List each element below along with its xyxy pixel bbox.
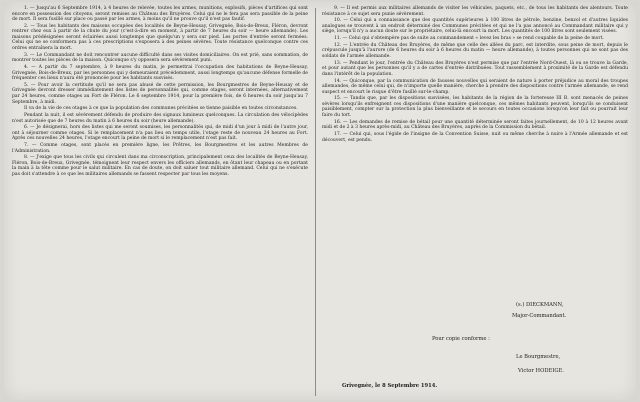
commander-signature: (s.) DIECKMANN, (516, 302, 564, 308)
place-date: Grivegnée, le 8 Septembre 1914. (342, 383, 438, 389)
article-9: 9. — Il est permis aux militaires allemands de visiter les véhicules, paquets, etc., de tous les habitants des alentours. Toute résistance à ce sujet sera punie sévèrement. (322, 6, 628, 17)
article-5-night-note: Pendant la nuit, il est sévèrement défendu de produire des signaux lumineux quelconques. La circulation des vélocipèdes n'est autorisée que de 7 heures du matin à 6 heures du soir (heure allemande). (12, 112, 308, 124)
right-column (322, 6, 628, 144)
article-2: 2. — Tous les habitants des maisons occupées des localités de Beyne-Heusay, Grivegnée, Bois-de-Breux, Fléron, devront rentrer chez eux à partir de la chute du jour (c'est-à-dire en moment, à partir de 7 heures du soir — heure allemande). Les maisons prédésignées seront éclairées aussi longtemps que quelqu'un y sera sur pied. Les portes d'entrée seront fermées. Celui qui ne se conformera pas à ces prescriptions s'exposera à des peines sévères. Toute résistance quelconque contre ces ordres entraînera la mort. (12, 23, 308, 52)
proclamation-sheet (4, 2, 636, 400)
article-4: 4. — A partir du 7 septembre, à 9 heures du matin, je permettrai l'occupation des habitations de Beyne-Heusay, Grivegnée, Bois-de-Breux, par les personnes qui y demeuraient précédemment, aussi longtemps qu'aucune défense formelle de fréquenter ces lieux n'aura été prononcée pour les habitants susvisés. (12, 65, 308, 82)
article-7: 7. — Comme otages, sont placés en première ligne, les Prêtres, les Bourgmestres et les autres Membres de l'Administration. (12, 143, 308, 154)
column-divider (315, 8, 316, 396)
article-1: 1. — Jusqu'au 6 Septembre 1914, à 4 heures de relevée, toutes les armes, munitions, explosifs, pièces d'artifices qui sont encore en possession des citoyens, seront remises au Château des Bruyères. Celui qui ne le fera pas sera passible de la peine de mort. Il sera fusillé sur place ou passé par les armes, à moins qu'il ne prouve qu'il n'est pas fautif. (12, 6, 308, 23)
article-15: 15. — Tandis que, par les dispositions susvisées, les habitants de la région de la forteresse III B. sont menacés de peines sévères lorsqu'ils enfreignent ces dispositions d'une manière quelconque, ces mêmes habitants peuvent, lorsqu'ils se conduisent paisiblement, compter sur la protection la plus bienveillante et le secours en toutes occasions lorsqu'on leur fait ou pourrait leur faire du tort. (322, 96, 628, 118)
article-5: 5. — Pour avoir la certitude qu'il ne sera pas abusé de cette permission, les Bourgmestres de Beyne-Heusay et de Grivegnée devront dresser immédiatement des listes de personnalités qui, comme otages, seront internées, alternativement par 24 heures, comme otages au Fort de Fléron. Le 6 septembre 1914, pour la première fois, de 6 heures du soir jusqu'au 7 Septembre, à midi. (12, 82, 308, 105)
mayor-name: Victor HODEIGE. (518, 368, 564, 374)
commander-title: Major-Commandant. (512, 313, 567, 319)
article-13: 13. — Pendant le jour, l'entrée du Château des Bruyères n'est permise que par l'entrée Nord-Ouest, là ou se trouve la Garde, et pour autant que les personnes qu'il y a de cartes d'entrée distribuées. Tout rassemblement à proximité de la Garde est défendu dans l'intérêt de la population. (322, 60, 628, 77)
article-14: 14. — Quiconque, par la communication de fausses nouvelles qui seraient de nature à porter préjudice au moral des troupes allemandes, de même celui qui, de n'importe quelle manière, cherche à prendre des dispositions contre l'armée allemande, se rend suspect et encourt le risque d'être fusillé sur-le-champ. (322, 78, 628, 95)
article-5-hostages-note: Il va de la vie de ces otages à ce que la population des communes précitées se tienne paisible en toutes circonstances. (24, 106, 298, 112)
article-6: 6. — Je désignerai, hors des listes qui me seront soumises, les personnalités qui, de midi d'un jour à midi de l'autre jour, ont à séjourner comme otages. Si le remplacement n'a pas lieu en temps utile, l'otage reste de nouveau 24 heures au Fort. Après ces nouvelles 24 heures, l'otage encourt la peine de mort si le remplacement n'est pas fait. (12, 125, 308, 142)
article-12: 12. — L'entrée du Château des Bruyères, de même que celle des allées du parc, est interdite, sous peine de mort, depuis le crépuscule jusqu'à l'aurore (de 6 heures du soir à 6 heures du matin — heure allemande), à toutes personnes qui ne sont pas des soldats de l'armée allemande. (322, 42, 628, 59)
left-column (12, 6, 308, 179)
article-3: 3. — Le Commandant ne doit rencontrer aucune difficulté dans ses visites domiciliaires. On est prié, sans sommation, de montrer toutes les pièces de la maison. Quiconque s'y opposera sera sévèrement puni. (12, 52, 308, 64)
article-17: 17. — Celui qui, sous l'égide de l'insigne de la Convention Suisse, nuit ou même cherche à nuire à l'Armée allemande et est découvert, est pendu. (322, 131, 628, 143)
copy-conformity-line: Pour copie conforme : (432, 336, 490, 342)
mayor-role: Le Bourgmestre, (516, 354, 561, 360)
article-8: 8. — J'exige que tous les civils qui circulent dans ma circonscription, principalement ceux des localités de Beyne-Heusay, Fléron, Bois-de-Breux, Grivegnée, témoignent leur respect envers les officiers allemands, en ôtant leur chapeau ou en portant la main à la tête comme pour le salut militaire. En cas de doute, on doit saluer tout militaire allemand. Celui qui ne s'exécute pas doit s'attendre à ce que les militaires allemands se fassent respecter par tous les moyens. (12, 155, 308, 177)
article-11: 11. — Celui qui s'obtempère pas de suite au commandement « levez les bras » se rend coupable de la peine de mort. (334, 36, 604, 42)
article-16: 16. — Les demandes de remise de bétail pour une quantité déterminée seront faites journellement, de 10 à 12 heures avant midi et de 2 à 3 heures après-midi, au Château des Bruyères, auprès de la Commission du bétail. (322, 119, 628, 131)
article-10: 10. — Celui qui a connaissance que des quantités supérieures à 100 litres de pétrole, benzine, benzol et d'autres liquides analogues se trouvent à un endroit déterminé des Communes précitées et qui ne l'a pas annoncé au Commandant militaire qui y siège, lorsqu'il n'y a aucun doute sur le propriétaire, celui-là encourt la mort. Les quantités de 100 litres sont seulement visées. (322, 18, 628, 35)
